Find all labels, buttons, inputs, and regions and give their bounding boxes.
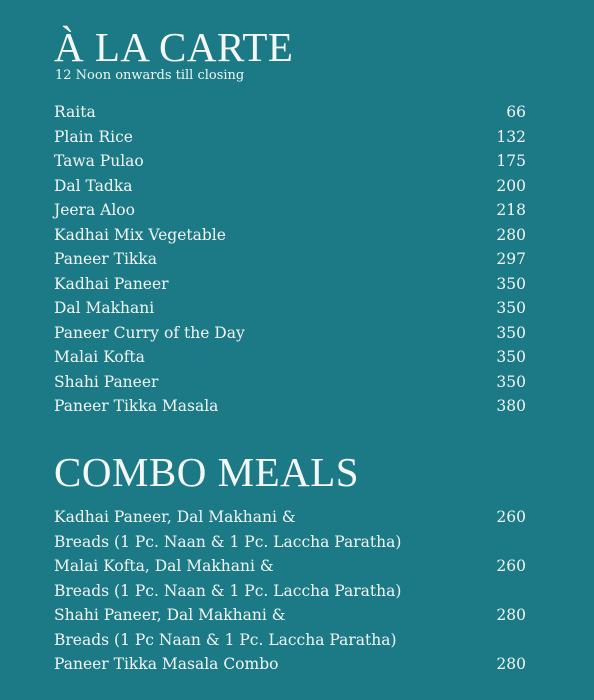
item-name: Paneer Tikka Masala — [54, 397, 219, 415]
item-name: Dal Tadka — [54, 176, 133, 195]
item-price: 350 — [496, 274, 526, 293]
combo-list — [54, 505, 526, 677]
menu-item — [54, 174, 526, 199]
item-name: Shahi Paneer — [54, 372, 159, 391]
menu-item — [54, 370, 526, 395]
menu-item — [54, 394, 526, 419]
item-name: Tawa Pulao — [54, 152, 144, 170]
menu-item — [54, 345, 526, 370]
menu-item — [54, 149, 526, 174]
alacarte-title: À LA CARTE — [54, 24, 294, 70]
item-price: 132 — [496, 127, 526, 146]
item-price: 66 — [506, 103, 526, 121]
menu-item — [54, 125, 526, 150]
item-name: Kadhai Paneer — [54, 274, 169, 293]
item-name: Malai Kofta — [54, 348, 145, 366]
item-price: 350 — [496, 372, 526, 391]
menu-item — [54, 100, 526, 125]
item-name: Plain Rice — [54, 127, 133, 146]
item-name: Jeera Aloo — [54, 201, 135, 219]
combo-price: 280 — [496, 606, 526, 624]
item-price: 175 — [496, 152, 526, 170]
combo-item — [54, 652, 526, 677]
combo-line-1: Shahi Paneer, Dal Makhani & — [54, 606, 286, 624]
combo-item — [54, 554, 526, 603]
menu-item — [54, 198, 526, 223]
item-price: 350 — [496, 299, 526, 317]
combo-line-2: Breads (1 Pc. Naan & 1 Pc. Laccha Paratha) — [54, 581, 402, 600]
item-price: 350 — [496, 323, 526, 342]
combo-item — [54, 603, 526, 652]
item-price: 200 — [496, 176, 526, 195]
item-name: Paneer Tikka — [54, 250, 157, 268]
menu-item — [54, 296, 526, 321]
item-price: 350 — [496, 348, 526, 366]
menu-item — [54, 272, 526, 297]
menu-item — [54, 223, 526, 248]
combo-price: 260 — [496, 557, 526, 575]
item-name: Raita — [54, 103, 96, 121]
alacarte-list — [54, 100, 526, 419]
combo-price: 260 — [496, 508, 526, 526]
combo-item — [54, 505, 526, 554]
combo-line-2: Breads (1 Pc. Naan & 1 Pc. Laccha Paratha) — [54, 532, 402, 551]
item-name: Dal Makhani — [54, 299, 155, 317]
combo-meals-title: COMBO MEALS — [54, 449, 360, 495]
item-name: Paneer Curry of the Day — [54, 323, 245, 342]
menu-item — [54, 247, 526, 272]
combo-line-1: Malai Kofta, Dal Makhani & — [54, 557, 274, 575]
item-price: 218 — [496, 201, 526, 219]
combo-price: 280 — [496, 655, 526, 673]
item-price: 297 — [496, 250, 526, 268]
combo-line-1: Paneer Tikka Masala Combo — [54, 655, 279, 673]
alacarte-subtitle: 12 Noon onwards till closing — [55, 68, 245, 83]
item-name: Kadhai Mix Vegetable — [54, 225, 226, 244]
item-price: 380 — [496, 397, 526, 415]
combo-line-1: Kadhai Paneer, Dal Makhani & — [54, 508, 296, 526]
item-price: 280 — [496, 225, 526, 244]
menu-item — [54, 321, 526, 346]
combo-line-2: Breads (1 Pc Naan & 1 Pc. Laccha Paratha) — [54, 630, 397, 649]
